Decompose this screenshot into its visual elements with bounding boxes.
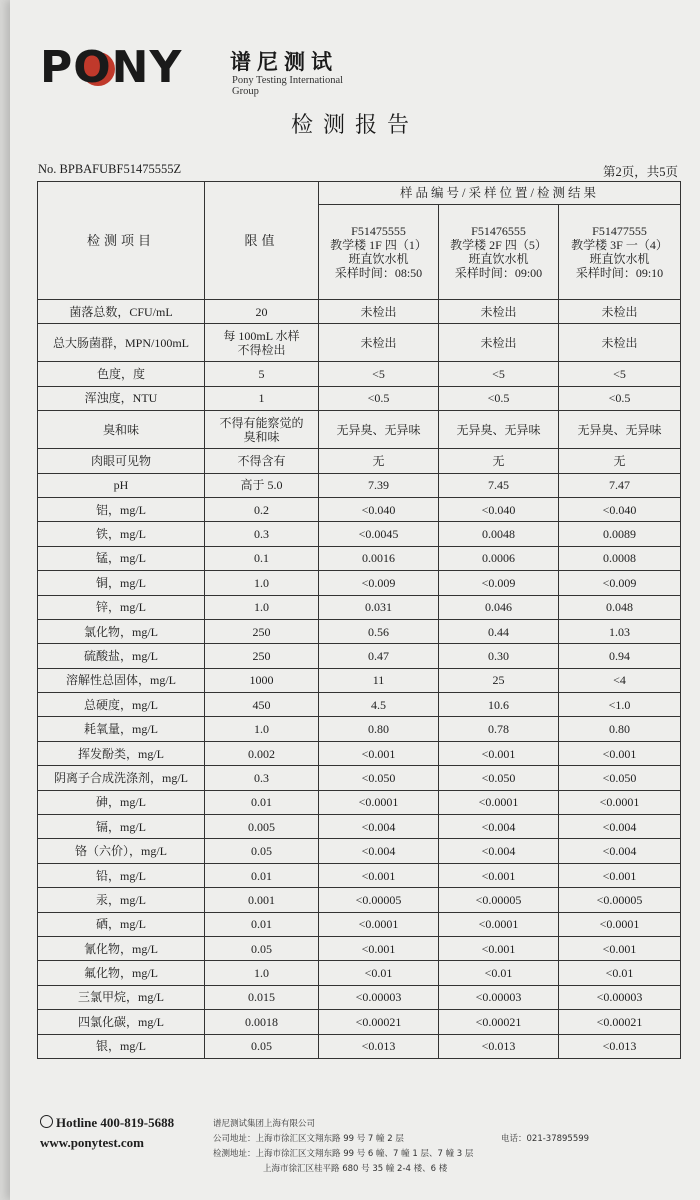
cell-result: <0.00021	[319, 1010, 439, 1034]
cell-item: 铬（六价），mg/L	[38, 839, 205, 863]
cell-item: 铁，mg/L	[38, 522, 205, 546]
cell-item: 氰化物，mg/L	[38, 936, 205, 960]
cell-limit: 0.002	[205, 741, 319, 765]
cell-limit: 0.3	[205, 522, 319, 546]
cell-item: 铅，mg/L	[38, 863, 205, 887]
cell-item: 溶解性总固体，mg/L	[38, 668, 205, 692]
report-number: No. BPBAFUBF51475555Z	[38, 162, 182, 176]
sample-location: 教学楼 3F 一（4）	[571, 238, 668, 252]
sample-time: 采样时间：08:50	[334, 266, 423, 280]
cell-result: <0.5	[439, 386, 559, 410]
table-row	[38, 300, 681, 324]
cell-result: <0.050	[559, 766, 681, 790]
cell-result: <0.0045	[319, 522, 439, 546]
cell-result: <0.00005	[439, 888, 559, 912]
table-row	[38, 668, 681, 692]
cell-limit: 0.015	[205, 985, 319, 1009]
cell-result: 0.30	[439, 644, 559, 668]
cell-limit: 0.05	[205, 839, 319, 863]
cell-item: 锰，mg/L	[38, 546, 205, 570]
cell-result: 未检出	[319, 300, 439, 324]
results-body	[38, 300, 681, 1059]
cell-result: <0.00003	[439, 985, 559, 1009]
table-row	[38, 717, 681, 741]
cell-result: <0.050	[439, 766, 559, 790]
sample-location: 教学楼 2F 四（5）	[450, 238, 547, 252]
cell-item: pH	[38, 473, 205, 497]
cell-result: <5	[319, 362, 439, 386]
table-row	[38, 912, 681, 936]
table-row	[38, 571, 681, 595]
cell-result: <0.0001	[319, 912, 439, 936]
sample-id: F51476555	[471, 224, 526, 238]
sample-header-3	[559, 205, 681, 300]
table-row	[38, 839, 681, 863]
cell-result: <5	[559, 362, 681, 386]
report-title: 检测报告	[290, 113, 419, 138]
cell-limit: 0.05	[205, 936, 319, 960]
table-row	[38, 985, 681, 1009]
cell-result: 未检出	[439, 300, 559, 324]
cell-item: 硒，mg/L	[38, 912, 205, 936]
cell-limit: 每 100mL 水样 不得检出	[205, 324, 319, 362]
cell-result: <0.013	[559, 1034, 681, 1058]
cell-result: <0.040	[319, 497, 439, 521]
cell-result: <0.001	[319, 936, 439, 960]
cell-result: 0.0008	[559, 546, 681, 570]
cell-result: <0.01	[559, 961, 681, 985]
cell-result: 无异臭、无异味	[559, 411, 681, 449]
cell-result: 无	[559, 449, 681, 473]
table-row	[38, 473, 681, 497]
cell-result: <0.0001	[319, 790, 439, 814]
cell-item: 四氯化碳，mg/L	[38, 1010, 205, 1034]
cell-limit: 1000	[205, 668, 319, 692]
cell-result: <0.01	[439, 961, 559, 985]
cell-result: <0.013	[319, 1034, 439, 1058]
cell-result: <0.001	[439, 741, 559, 765]
cell-item: 浑浊度，NTU	[38, 386, 205, 410]
cell-limit: 高于 5.0	[205, 473, 319, 497]
cell-item: 锌，mg/L	[38, 595, 205, 619]
cell-item: 铝，mg/L	[38, 497, 205, 521]
cell-limit: 1.0	[205, 717, 319, 741]
cell-limit: 1	[205, 386, 319, 410]
cell-limit: 0.0018	[205, 1010, 319, 1034]
cell-result: <0.004	[559, 839, 681, 863]
cell-result: 0.78	[439, 717, 559, 741]
cell-result: 未检出	[559, 324, 681, 362]
cell-result: <1.0	[559, 693, 681, 717]
company-address: 公司地址：上海市徐汇区文翔东路 99 号 7 幢 2 层	[213, 1134, 404, 1144]
cell-result: <0.0001	[559, 912, 681, 936]
cell-result: 7.45	[439, 473, 559, 497]
cell-result: <0.00021	[559, 1010, 681, 1034]
column-header-item: 检测项目	[38, 182, 205, 300]
cell-limit: 不得有能察觉的 臭和味	[205, 411, 319, 449]
cell-item: 氯化物，mg/L	[38, 619, 205, 643]
cell-result: <0.5	[559, 386, 681, 410]
table-row	[38, 595, 681, 619]
cell-limit: 0.1	[205, 546, 319, 570]
cell-result: 0.0048	[439, 522, 559, 546]
cell-result: 0.048	[559, 595, 681, 619]
pony-logo	[40, 42, 370, 97]
cell-item: 氟化物，mg/L	[38, 961, 205, 985]
cell-limit: 450	[205, 693, 319, 717]
cell-item: 耗氧量，mg/L	[38, 717, 205, 741]
cell-result: 0.0089	[559, 522, 681, 546]
sample-header-1	[319, 205, 439, 300]
results-table	[37, 181, 681, 1059]
cell-result: 0.0016	[319, 546, 439, 570]
cell-limit: 1.0	[205, 595, 319, 619]
cell-limit: 1.0	[205, 961, 319, 985]
sample-location2: 班直饮水机	[348, 252, 409, 266]
cell-result: 0.56	[319, 619, 439, 643]
cell-result: 10.6	[439, 693, 559, 717]
hotline-text: Hotline 400-819-5688	[56, 1115, 175, 1130]
cell-result: <0.01	[319, 961, 439, 985]
lab-address-2: 上海市徐汇区桂平路 680 号 35 幢 2-4 楼、6 楼	[263, 1164, 448, 1174]
group-name: 谱尼测试集团上海有限公司	[213, 1119, 316, 1129]
table-row	[38, 324, 681, 362]
phone: 电话：021-37895599	[501, 1134, 590, 1144]
cell-item: 肉眼可见物	[38, 449, 205, 473]
table-row	[38, 362, 681, 386]
cell-result: <0.001	[319, 741, 439, 765]
sample-location: 教学楼 1F 四（1）	[330, 238, 427, 252]
table-row	[38, 644, 681, 668]
cell-item: 色度，度	[38, 362, 205, 386]
page-indicator: 第2页，共5页	[602, 165, 678, 179]
sample-location2: 班直饮水机	[468, 252, 529, 266]
table-row	[38, 936, 681, 960]
cell-limit: 0.05	[205, 1034, 319, 1058]
table-row	[38, 863, 681, 887]
cell-result: <4	[559, 668, 681, 692]
cell-limit: 250	[205, 644, 319, 668]
copyright-icon	[40, 1115, 53, 1128]
table-header-row	[38, 182, 681, 205]
cell-result: <0.004	[319, 815, 439, 839]
cell-limit: 0.01	[205, 912, 319, 936]
sample-id: F51477555	[592, 224, 647, 238]
cell-result: 0.94	[559, 644, 681, 668]
cell-limit: 1.0	[205, 571, 319, 595]
cell-result: 未检出	[559, 300, 681, 324]
cell-result: 0.031	[319, 595, 439, 619]
cell-result: 0.44	[439, 619, 559, 643]
cell-item: 三氯甲烷，mg/L	[38, 985, 205, 1009]
cell-result: 无异臭、无异味	[319, 411, 439, 449]
cell-result: <0.0001	[559, 790, 681, 814]
cell-result: 无异臭、无异味	[439, 411, 559, 449]
company-name-cn: 谱尼测试	[230, 50, 338, 74]
table-row	[38, 1010, 681, 1034]
cell-result: <0.001	[439, 863, 559, 887]
cell-result: <0.004	[439, 815, 559, 839]
cell-result: <0.001	[439, 936, 559, 960]
cell-result: <0.013	[439, 1034, 559, 1058]
cell-limit: 0.01	[205, 790, 319, 814]
table-row	[38, 1034, 681, 1058]
cell-result: 0.80	[319, 717, 439, 741]
cell-result: <0.009	[319, 571, 439, 595]
sample-location2: 班直饮水机	[589, 252, 650, 266]
cell-result: 无	[439, 449, 559, 473]
cell-result: <0.00005	[559, 888, 681, 912]
cell-result: 4.5	[319, 693, 439, 717]
lab-address: 检测地址：上海市徐汇区文翔东路 99 号 6 幢、7 幢 1 层、7 幢 3 层	[213, 1149, 474, 1159]
cell-result: 无	[319, 449, 439, 473]
cell-result: <0.00005	[319, 888, 439, 912]
table-row	[38, 522, 681, 546]
cell-limit: 250	[205, 619, 319, 643]
table-row	[38, 815, 681, 839]
table-row	[38, 961, 681, 985]
sample-time: 采样时间：09:10	[575, 266, 664, 280]
cell-limit: 0.001	[205, 888, 319, 912]
table-row	[38, 888, 681, 912]
cell-item: 臭和味	[38, 411, 205, 449]
cell-item: 菌落总数，CFU/mL	[38, 300, 205, 324]
cell-item: 镉，mg/L	[38, 815, 205, 839]
table-row	[38, 790, 681, 814]
hotline	[40, 1115, 174, 1131]
cell-result: <0.050	[319, 766, 439, 790]
table-row	[38, 766, 681, 790]
cell-result: <0.00003	[559, 985, 681, 1009]
cell-limit: 5	[205, 362, 319, 386]
cell-result: <0.5	[319, 386, 439, 410]
column-group-header: 样品编号/采样位置/检测结果	[319, 182, 681, 205]
table-row	[38, 497, 681, 521]
cell-result: <0.001	[559, 863, 681, 887]
table-row	[38, 546, 681, 570]
table-row	[38, 693, 681, 717]
cell-result: <0.00021	[439, 1010, 559, 1034]
cell-result: <0.009	[439, 571, 559, 595]
cell-limit: 0.2	[205, 497, 319, 521]
table-row	[38, 619, 681, 643]
table-row	[38, 411, 681, 449]
cell-result: <0.040	[559, 497, 681, 521]
cell-item: 硫酸盐，mg/L	[38, 644, 205, 668]
company-name-en: Pony Testing International Group	[232, 75, 344, 97]
table-row	[38, 386, 681, 410]
cell-limit: 0.005	[205, 815, 319, 839]
cell-result: <0.004	[559, 815, 681, 839]
page-footer	[38, 1115, 688, 1185]
cell-result: 7.47	[559, 473, 681, 497]
sample-id: F51475555	[351, 224, 406, 238]
cell-result: <0.0001	[439, 912, 559, 936]
cell-limit: 不得含有	[205, 449, 319, 473]
cell-result: 11	[319, 668, 439, 692]
sample-time: 采样时间：09:00	[454, 266, 543, 280]
cell-result: <0.001	[559, 936, 681, 960]
cell-result: 未检出	[439, 324, 559, 362]
cell-result: 0.47	[319, 644, 439, 668]
cell-item: 挥发酚类，mg/L	[38, 741, 205, 765]
cell-result: <0.004	[439, 839, 559, 863]
cell-limit: 20	[205, 300, 319, 324]
cell-result: <5	[439, 362, 559, 386]
cell-result: <0.009	[559, 571, 681, 595]
report-page	[10, 0, 700, 1200]
cell-limit: 0.01	[205, 863, 319, 887]
cell-result: 0.0006	[439, 546, 559, 570]
cell-limit: 0.3	[205, 766, 319, 790]
cell-item: 砷，mg/L	[38, 790, 205, 814]
column-header-limit: 限值	[205, 182, 319, 300]
cell-result: 未检出	[319, 324, 439, 362]
cell-result: <0.001	[559, 741, 681, 765]
table-row	[38, 449, 681, 473]
cell-result: 7.39	[319, 473, 439, 497]
cell-result: <0.004	[319, 839, 439, 863]
table-row	[38, 741, 681, 765]
cell-result: 1.03	[559, 619, 681, 643]
cell-result: <0.0001	[439, 790, 559, 814]
logo-wordmark: PONY	[40, 42, 183, 93]
sample-header-2	[439, 205, 559, 300]
cell-result: 0.80	[559, 717, 681, 741]
cell-item: 铜，mg/L	[38, 571, 205, 595]
cell-result: <0.00003	[319, 985, 439, 1009]
cell-item: 总硬度，mg/L	[38, 693, 205, 717]
website: www.ponytest.com	[40, 1135, 144, 1150]
cell-result: 0.046	[439, 595, 559, 619]
cell-item: 总大肠菌群，MPN/100mL	[38, 324, 205, 362]
cell-item: 阴离子合成洗涤剂，mg/L	[38, 766, 205, 790]
cell-result: 25	[439, 668, 559, 692]
cell-result: <0.040	[439, 497, 559, 521]
cell-result: <0.001	[319, 863, 439, 887]
cell-item: 汞，mg/L	[38, 888, 205, 912]
cell-item: 银，mg/L	[38, 1034, 205, 1058]
